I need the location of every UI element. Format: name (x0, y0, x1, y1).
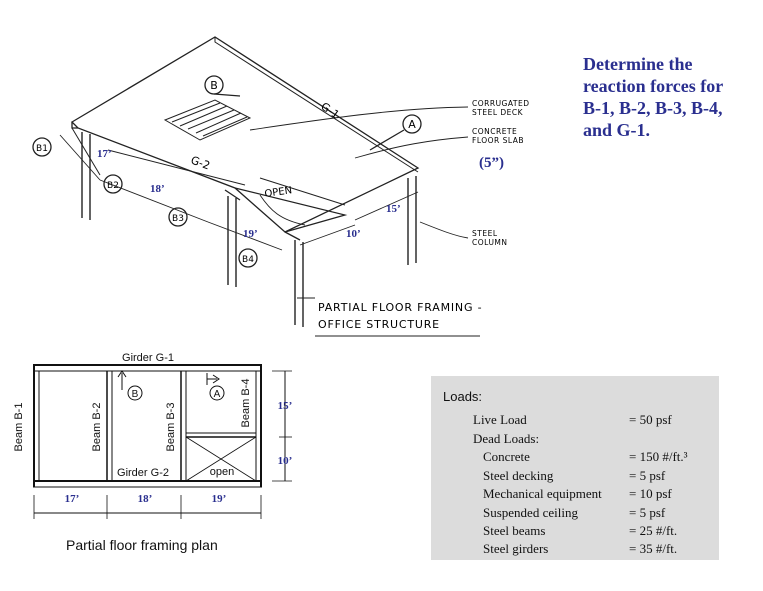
plan-dim-17: 17’ (64, 493, 80, 505)
question-line: reaction forces for (583, 76, 724, 96)
iso-dim-10: 10’ (346, 228, 361, 240)
question-line: Determine the (583, 54, 693, 74)
beam-b3-label: Beam B-3 (165, 402, 177, 452)
girder-g1-label: Girder G-1 (122, 352, 174, 364)
load-value: = 35 #/ft. (629, 541, 678, 556)
sketch-label-b2: B2 (107, 181, 119, 191)
sketch-title-line2: OFFICE STRUCTURE (318, 318, 440, 331)
plan-dim-18: 18’ (137, 493, 153, 505)
question-text (583, 53, 753, 141)
sketch-title (318, 301, 487, 331)
plan-section-b: B (131, 389, 139, 400)
corrugated-deck-label: CORRUGATED STEEL DECK (472, 99, 530, 117)
load-value: = 150 #/ft.³ (629, 449, 688, 464)
loads-title: Loads: (443, 389, 483, 404)
load-label: Suspended ceiling (483, 505, 578, 520)
load-label: Dead Loads: (473, 431, 540, 446)
floor-framing-plan (0, 345, 330, 535)
sketch-label-open: OPEN (263, 185, 293, 200)
plan-dim-10: 10’ (277, 455, 293, 467)
iso-dim-18: 18’ (150, 183, 165, 195)
question-line: B-1, B-2, B-3, B-4, (583, 98, 723, 118)
loads-panel (431, 376, 719, 560)
load-value: = 25 #/ft. (629, 523, 678, 538)
girder-g2-label: Girder G-2 (117, 467, 169, 479)
slab-outline (72, 37, 418, 232)
plan-section-a: A (213, 389, 221, 400)
slab-thickness: (5”) (479, 155, 504, 171)
load-label: Live Load (473, 412, 527, 427)
iso-dim-17: 17’ (97, 148, 112, 160)
beam-b2-label: Beam B-2 (91, 402, 103, 452)
load-label: Steel beams (483, 523, 546, 538)
question-line: and G-1. (583, 120, 651, 140)
sketch-label-a: A (408, 118, 416, 131)
leader-lines (250, 107, 468, 298)
beam-b1-label: Beam B-1 (13, 402, 25, 452)
sketch-label-g1: G-1 (318, 99, 342, 122)
sketch-label-g2: G-2 (188, 153, 212, 173)
isometric-framing-sketch (0, 0, 580, 345)
plan-dim-15: 15’ (277, 400, 293, 412)
load-value: = 50 psf (629, 412, 672, 427)
load-value: = 10 psf (629, 486, 672, 501)
sketch-label-b1: B1 (36, 144, 48, 154)
steel-column-label: STEEL COLUMN (472, 229, 508, 247)
sketch-label-b4: B4 (242, 255, 254, 265)
corrugated-deck-patch (165, 100, 250, 140)
iso-dim-19: 19’ (243, 228, 258, 240)
iso-dim-15: 15’ (386, 203, 401, 215)
load-label: Steel girders (483, 541, 549, 556)
load-value: = 5 psf (629, 468, 666, 483)
sketch-title-line1: PARTIAL FLOOR FRAMING - (318, 301, 483, 314)
open-label: open (209, 466, 235, 478)
load-value: = 5 psf (629, 505, 666, 520)
sketch-label-b3: B3 (172, 214, 184, 224)
load-label: Mechanical equipment (483, 486, 602, 501)
sketch-label-b: B (210, 79, 218, 92)
plan-dim-19: 19’ (211, 493, 227, 505)
load-label: Concrete (483, 449, 530, 464)
plan-caption: Partial floor framing plan (66, 537, 218, 553)
load-label: Steel decking (483, 468, 554, 483)
beam-b4-label: Beam B-4 (240, 378, 252, 428)
concrete-slab-label: CONCRETE FLOOR SLAB (472, 127, 525, 145)
